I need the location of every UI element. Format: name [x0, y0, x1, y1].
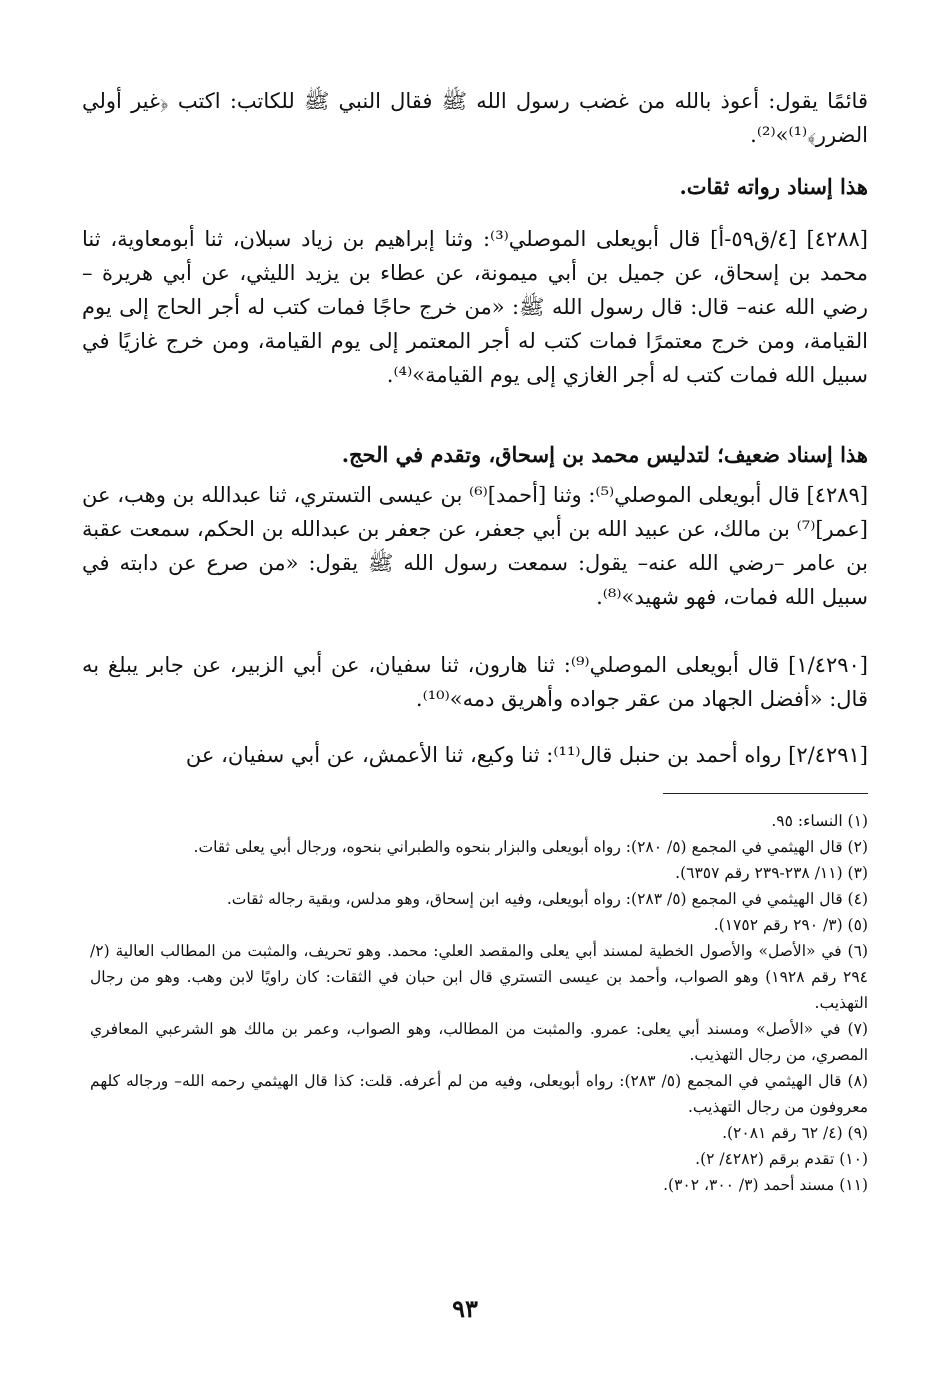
footnote: (١٠) تقدم برقم (٤٢٨٢/ ٢).	[695, 1150, 868, 1168]
footnotes	[90, 808, 868, 1198]
footnote: (٢) قال الهيثمي في المجمع (٥/ ٢٨٠): رواه أبويعلى والبزار بنحوه والطبراني بنحوه، ورجال أبي يعلى ثقات.	[193, 838, 868, 856]
footnote-separator	[663, 793, 868, 794]
hadith-4291: [٢/٤٢٩١] رواه أحمد بن حنبل قال⁽¹¹⁾: ثنا وكيع، ثنا الأعمش، عن أبي سفيان، عن	[185, 743, 868, 767]
footnote: (٦) في «الأصل» والأصول الخطية لمسند أبي يعلى والمقصد العلي: محمد. وهو تحريف، والمثبت من المطالب العالية (٢/ ٢٩٤ رقم ١٩٢٨) وهو الصواب، وأحمد بن عيسى التستري قال ابن حبان في الثقات: كان راويًا لابن وهب. وهو من رجال التهذيب.	[90, 942, 868, 1012]
page-number: ٩٣	[452, 1294, 478, 1323]
footnote: (٤) قال الهيثمي في المجمع (٥/ ٢٨٣): رواه أبويعلى، وفيه ابن إسحاق، وهو مدلس، وبقية رجاله ثقات.	[226, 890, 868, 908]
footnote: (٥) (٣/ ٢٩٠ رقم ١٧٥٢).	[713, 916, 868, 934]
hadith-4290: [١/٤٢٩٠] قال أبويعلى الموصلي⁽⁹⁾: ثنا هارون، ثنا سفيان، عن أبي الزبير، عن جابر يبلغ به قال: «أفضل الجهاد من عقر جواده وأهريق دمه»⁽¹⁰⁾.	[82, 653, 868, 711]
footnote: (١١) مسند أحمد (٣/ ٣٠٠، ٣٠٢).	[663, 1176, 868, 1194]
footnote: (٩) (٤/ ٦٢ رقم ٢٠٨١).	[722, 1124, 868, 1142]
footnote: (٨) قال الهيثمي في المجمع (٥/ ٢٨٣): رواه أبويعلى، وفيه من لم أعرفه. قلت: كذا قال الهيثمي رحمه الله– ورجاله كلهم معروفون من رجال التهذيب.	[90, 1072, 868, 1116]
grading-statement: هذا إسناد رواته ثقات.	[679, 174, 868, 199]
hadith-4289: [٤٢٨٩] قال أبويعلى الموصلي⁽⁵⁾: وثنا [أحمد]⁽⁶⁾ بن عيسى التستري، ثنا عبدالله بن وهب، عن [عمر]⁽⁷⁾ بن مالك، عن عبيد الله بن أبي جعفر، عن جعفر بن عبدالله بن الحكم، سمعت عقبة بن عامر –رضي الله عنه– يقول: سمعت رسول الله ﷺ يقول: «من صرع عن دابته في سبيل الله فمات، فهو شهيد»⁽⁸⁾.	[82, 483, 869, 609]
footnote: (١) النساء: ٩٥.	[771, 812, 868, 830]
hadith-4288: [٤٢٨٨] [٤/ق٥٩-أ] قال أبويعلى الموصلي⁽³⁾: وثنا إبراهيم بن زياد سبلان، ثنا أبومعاوية، ثنا محمد بن إسحاق، عن جميل بن أبي ميمونة، عن عطاء بن يزيد الليثي، عن أبي هريرة – رضي الله عنه– قال: قال رسول الله ﷺ: «من خرج حاجًا فمات كتب له أجر الحاج إلى يوم القيامة، ومن خرج معتمرًا فمات كتب له أجر المعتمر إلى يوم القيامة، ومن خرج غازيًا في سبيل الله فمات كتب له أجر الغازي إلى يوم القيامة»⁽⁴⁾.	[82, 227, 868, 387]
grading-statement: هذا إسناد ضعيف؛ لتدليس محمد بن إسحاق، وتقدم في الحج.	[341, 442, 868, 467]
paragraph-continuation: قائمًا يقول: أعوذ بالله من غضب رسول الله ﷺ فقال النبي ﷺ للكاتب: اكتب ﴿غير أولي الضرر﴾⁽¹⁾»⁽²⁾.	[82, 89, 868, 147]
footnote: (٣) (١١/ ٢٣٨-٢٣٩ رقم ٦٣٥٧).	[675, 864, 868, 882]
footnote: (٧) في «الأصل» ومسند أبي يعلى: عمرو. والمثبت من المطالب، وهو الصواب، وعمر بن مالك هو الشرعبي المعافري المصري، من رجال التهذيب.	[90, 1020, 868, 1064]
